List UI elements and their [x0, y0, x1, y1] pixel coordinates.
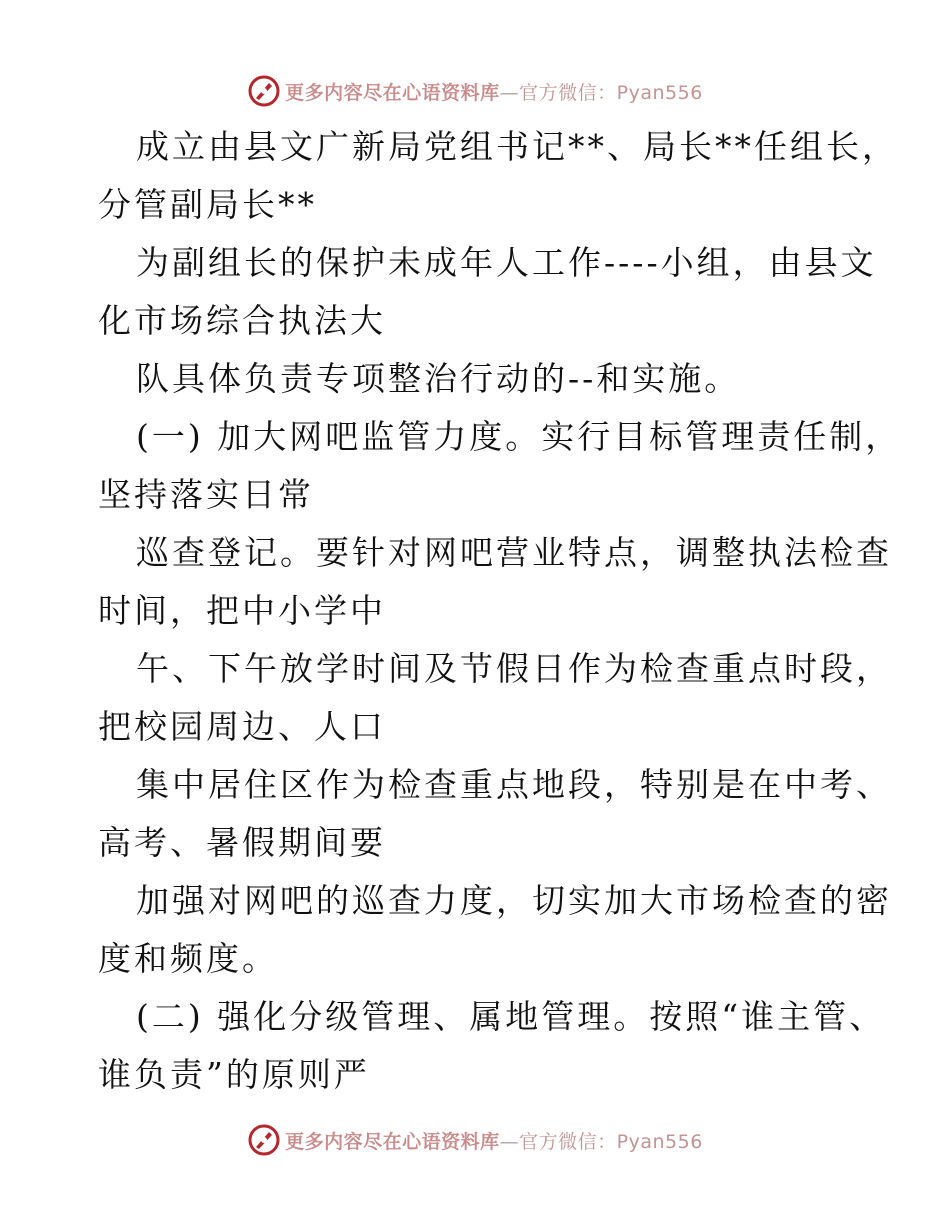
paragraph-line: 巡查登记。要针对网吧营业特点，调整执法检查	[136, 533, 892, 572]
header-watermark	[0, 71, 950, 111]
paragraph-line: 谁负责”的原则严	[98, 1055, 370, 1094]
watermark-separator: —	[499, 81, 520, 104]
paragraph-line: 坚持落实日常	[98, 475, 314, 514]
watermark-separator: —	[499, 1130, 520, 1153]
watermark-main: 更多内容尽在心语资料库	[285, 1130, 500, 1153]
paragraph-line: 分管副局长**	[98, 185, 317, 224]
document-body	[98, 118, 902, 1104]
paragraph-line: 时间，把中小学中	[98, 591, 386, 630]
quill-pen-seal-icon	[247, 1123, 281, 1157]
paragraph-line: 化市场综合执法大	[98, 301, 386, 340]
paragraph-line: 高考、暑假期间要	[98, 823, 386, 862]
paragraph-line: 把校园周边、人口	[98, 707, 386, 746]
footer-watermark	[0, 1120, 950, 1160]
paragraph-line: 集中居住区作为检查重点地段，特别是在中考、	[136, 765, 892, 804]
paragraph-line: (一) 加大网吧监管力度。实行目标管理责任制，	[136, 417, 902, 456]
watermark-text	[285, 78, 703, 105]
paragraph-line: 度和频度。	[98, 939, 278, 978]
watermark-text	[285, 1127, 703, 1154]
watermark-main: 更多内容尽在心语资料库	[285, 81, 500, 104]
paragraph-line: 队具体负责专项整治行动的--和实施。	[136, 359, 741, 398]
paragraph-line: 午、下午放学时间及节假日作为检查重点时段，	[136, 649, 892, 688]
watermark-wechat: 官方微信：Pyan556	[519, 1130, 703, 1153]
paragraph-line: 加强对网吧的巡查力度，切实加大市场检查的密	[136, 881, 892, 920]
paragraph-line: (二) 强化分级管理、属地管理。按照“谁主管、	[136, 997, 886, 1036]
paragraph-line: 成立由县文广新局党组书记**、局长**任组长，	[136, 127, 898, 166]
quill-pen-seal-icon	[247, 74, 281, 108]
watermark-wechat: 官方微信：Pyan556	[519, 81, 703, 104]
paragraph-line: 为副组长的保护未成年人工作----小组，由县文	[136, 243, 877, 282]
